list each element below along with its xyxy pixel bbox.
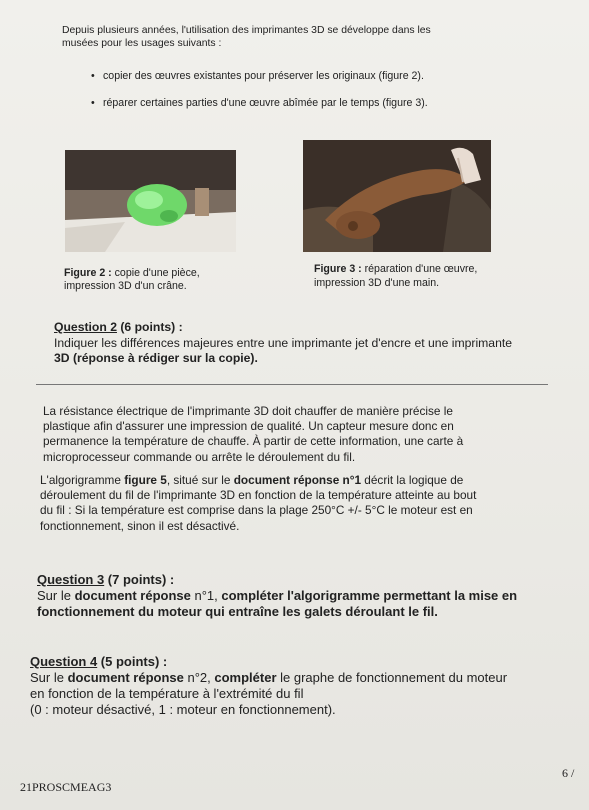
- question-2-points: (6 points) :: [116, 320, 183, 334]
- question-3-block: [37, 572, 517, 620]
- footer-document-code: 21PROSCMEAG3: [20, 780, 112, 794]
- question-2-block: [54, 320, 512, 367]
- question-4-title: Question 4: [30, 654, 98, 669]
- figure-2-image: [65, 150, 236, 252]
- figure-3-caption-line-2: impression 3D d'une main.: [314, 277, 440, 289]
- figure-2-photo: [65, 150, 236, 252]
- intro-paragraph: [62, 24, 431, 50]
- bullet-item-2: [103, 96, 428, 110]
- resistance-paragraph: [43, 404, 463, 465]
- para2-text: L'algorigramme: [40, 473, 125, 487]
- question-3-title: Question 3: [37, 572, 105, 587]
- para2-line-4: fonctionnement, sinon il est désactivé.: [40, 518, 240, 533]
- intro-line-2: musées pour les usages suivants :: [62, 38, 222, 49]
- para1-line-3: permanence la température de chauffe. À partir de cette information, une carte à: [43, 434, 464, 449]
- figure-2-caption-rest: copie d'une pièce,: [111, 267, 200, 279]
- question-4-text: le graphe de fonctionnement du moteur: [276, 670, 508, 685]
- page-number: 6 /: [562, 766, 575, 780]
- para2-text: le moteur est en: [384, 503, 473, 518]
- question-4-block: [30, 654, 507, 718]
- para2-figure-ref: figure 5: [124, 473, 167, 487]
- para2-text: du fil : Si la température est comprise dans la plage: [40, 503, 312, 518]
- question-3-text: l'algorigramme permettant la mise en: [283, 588, 518, 603]
- intro-line-1: Depuis plusieurs années, l'utilisation des imprimantes 3D se développe dans les: [62, 25, 431, 36]
- para1-line-2: plastique afin d'assurer une impression de qualité. Un capteur mesure donc en: [43, 419, 454, 434]
- question-3-text: Sur le: [37, 588, 75, 603]
- bullet-item-1: [103, 69, 424, 83]
- algorigram-paragraph: [40, 473, 476, 534]
- question-4-doc-ref: document réponse: [67, 670, 184, 685]
- figure-3-caption-rest: réparation d'une œuvre,: [361, 263, 478, 275]
- question-2-line-2: 3D (réponse à rédiger sur la copie).: [54, 351, 258, 365]
- para2-line-2: déroulement du fil de l'imprimante 3D en fonction de la température atteinte au bout: [40, 488, 477, 503]
- question-3-points: (7 points) :: [104, 572, 175, 587]
- para2-text: , situé sur le: [166, 473, 234, 487]
- question-3-line-2: fonctionnement du moteur qui entraîne les galets déroulant le fil.: [37, 604, 438, 619]
- question-2-title: Question 2: [54, 320, 117, 334]
- bullet-text-2: réparer certaines parties d'une œuvre abîmée par le temps (figure 3).: [103, 97, 428, 109]
- para2-text: décrit la logique de: [361, 473, 464, 487]
- figure-2-caption-line-2: impression 3D d'un crâne.: [64, 280, 187, 292]
- question-2-line-1: Indiquer les différences majeures entre une imprimante jet d'encre et une imprimante: [54, 335, 513, 350]
- figure-2-label: Figure 2 :: [64, 267, 112, 279]
- para2-doc-ref: document réponse n°1: [233, 473, 362, 487]
- section-divider: [36, 384, 548, 385]
- bullet-text-1: copier des œuvres existantes pour préserver les originaux (figure 2).: [103, 70, 424, 82]
- para1-line-4: microprocesseur commande ou arrête le déroulement du fil.: [43, 449, 356, 464]
- question-4-text: Sur le: [30, 670, 68, 685]
- figure-2-caption: [64, 267, 200, 293]
- figure-3-label: Figure 3 :: [314, 263, 362, 275]
- question-4-verb: compléter: [214, 670, 277, 685]
- figure-3-caption: [314, 263, 477, 290]
- para1-line-1: La résistance électrique de l'imprimante 3D doit chauffer de manière précise le: [43, 404, 453, 418]
- question-4-points: (5 points) :: [97, 654, 168, 669]
- question-4-line-2: en fonction de la température à l'extrémité du fil: [30, 686, 304, 701]
- question-3-verb: compléter: [221, 588, 284, 603]
- question-4-line-3: (0 : moteur désactivé, 1 : moteur en fonctionnement).: [30, 702, 336, 717]
- para2-temperature-range: 250°C +/- 5°C: [311, 503, 385, 518]
- figure-3-image: [303, 140, 491, 252]
- question-3-text: n°1,: [190, 588, 222, 603]
- question-3-doc-ref: document réponse: [74, 588, 191, 603]
- question-4-text: n°2,: [183, 670, 215, 685]
- figure-3-photo: [303, 140, 491, 252]
